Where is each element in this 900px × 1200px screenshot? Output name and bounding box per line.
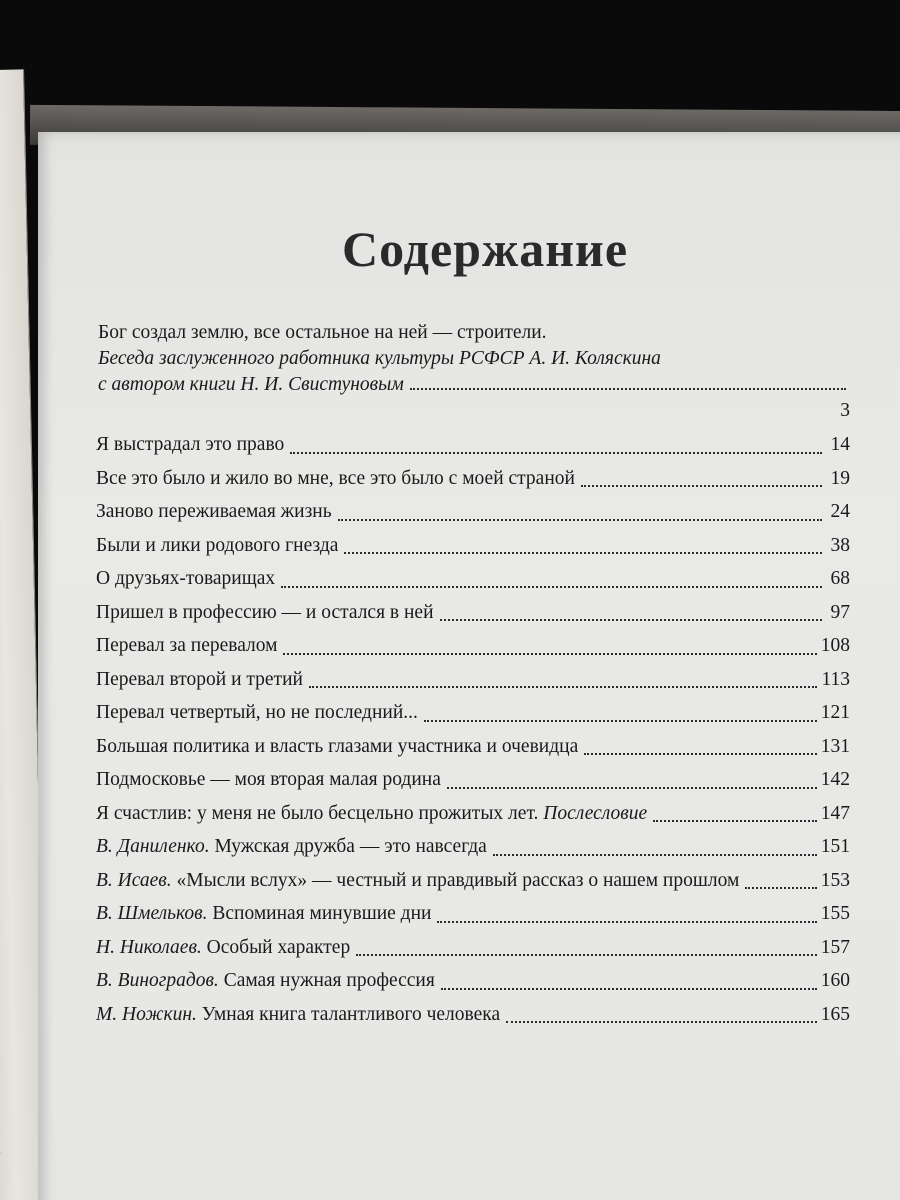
page-number: 108 xyxy=(820,635,850,656)
page-number: 14 xyxy=(830,434,850,455)
dot-leader xyxy=(309,686,818,688)
page-number: 38 xyxy=(830,534,850,556)
dot-leader xyxy=(356,954,817,956)
toc-entry xyxy=(90,696,850,730)
entry-title-text: Самая нужная профессия xyxy=(218,970,435,991)
entry-author: В. Виноградов. xyxy=(96,970,219,991)
page-number: 3 xyxy=(840,400,850,421)
entry-title-text: Подмосковье — моя вторая малая родина xyxy=(96,769,441,790)
entry-title xyxy=(96,696,418,730)
entry-title-text: Мужская дружба — это навсегда xyxy=(209,836,487,857)
toc-intro-entry xyxy=(90,320,850,424)
toc-entry xyxy=(90,495,850,529)
entry-title xyxy=(96,596,434,630)
toc-entry xyxy=(90,897,850,931)
dot-leader xyxy=(344,552,822,554)
page-number: 131 xyxy=(820,735,850,757)
page-number: 147 xyxy=(820,802,850,824)
entry-title-text: Все это было и жило во мне, все это было с моей страной xyxy=(96,467,575,489)
toc-entry xyxy=(90,529,850,563)
toc-entry xyxy=(90,797,850,831)
entry-title xyxy=(96,830,487,864)
toc-entry xyxy=(90,931,850,965)
toc-entry xyxy=(90,562,850,596)
entry-title xyxy=(96,763,441,797)
entry-title xyxy=(96,730,578,764)
entry-title-text: Большая политика и власть глазами участника и очевидца xyxy=(96,735,579,757)
dot-leader xyxy=(581,485,822,487)
intro-byline-row xyxy=(98,372,850,398)
toc-entry xyxy=(90,462,850,496)
entry-title xyxy=(96,931,350,965)
toc-entry xyxy=(90,964,850,998)
entry-title-text: Особый характер xyxy=(201,936,351,958)
entry-title xyxy=(96,462,575,496)
entry-title-text: Заново переживаемая жизнь xyxy=(96,501,332,522)
page-number: 151 xyxy=(820,836,850,857)
intro-subtitle: Беседа заслуженного работника культуры РСФСР А. И. Коляскина xyxy=(98,348,661,369)
intro-byline: с автором книги Н. И. Свистуновым xyxy=(98,374,404,395)
dot-leader xyxy=(281,586,822,588)
entry-author: М. Ножкин. xyxy=(96,1003,197,1025)
dot-leader xyxy=(584,753,817,755)
entry-title-text: Перевал второй и третий xyxy=(96,668,303,690)
dot-leader xyxy=(283,653,816,655)
entry-title-text: Вспоминая минувшие дни xyxy=(207,903,432,924)
intro-page-row xyxy=(98,398,850,424)
entry-author: Н. Николаев. xyxy=(96,936,202,958)
dot-leader xyxy=(338,519,822,521)
entry-title xyxy=(96,495,332,529)
dot-leader xyxy=(437,921,816,923)
entry-author: В. Шмельков. xyxy=(96,903,208,924)
toc-entry xyxy=(90,763,850,797)
toc-entry xyxy=(90,629,850,663)
toc-entry xyxy=(90,663,850,697)
dot-leader xyxy=(441,988,817,990)
entry-title-text: Пришел в профессию — и остался в ней xyxy=(96,601,434,623)
entry-title-text: Перевал за перевалом xyxy=(96,635,278,656)
entry-title xyxy=(96,428,284,462)
dot-leader xyxy=(290,452,822,454)
entry-author: В. Даниленко. xyxy=(96,836,210,857)
dot-leader xyxy=(410,388,846,390)
dot-leader xyxy=(447,787,817,789)
page-number: 160 xyxy=(820,970,850,991)
page-number: 24 xyxy=(830,501,850,522)
toc-entry xyxy=(90,428,850,462)
page-number: 68 xyxy=(830,568,850,589)
toc-entry xyxy=(90,596,850,630)
entry-title xyxy=(96,663,303,697)
entry-title-text: Были и лики родового гнезда xyxy=(96,534,339,556)
dot-leader xyxy=(440,619,822,621)
entry-title-text: Перевал четвертый, но не последний... xyxy=(96,702,418,723)
dot-leader xyxy=(745,887,816,889)
entry-title-suffix: Послесловие xyxy=(543,802,648,824)
page-number: 97 xyxy=(830,601,850,623)
dot-leader xyxy=(506,1021,817,1023)
entry-title-text: О друзьях-товарищах xyxy=(96,568,276,589)
entry-title-text: Умная книга талантливого человека xyxy=(196,1003,501,1025)
facing-page-text-bleed xyxy=(0,270,1,1170)
page-number: 142 xyxy=(820,769,850,790)
table-of-contents xyxy=(90,220,850,1031)
toc-entry xyxy=(90,998,850,1032)
dot-leader xyxy=(653,820,817,822)
entry-title xyxy=(96,629,277,663)
dot-leader xyxy=(493,854,817,856)
toc-entry xyxy=(90,830,850,864)
toc-entry xyxy=(90,864,850,898)
page-number: 121 xyxy=(820,702,850,723)
toc-entry-list xyxy=(90,428,850,1031)
page-title: Содержание xyxy=(341,221,629,277)
page-number: 153 xyxy=(820,869,850,891)
entry-title-text: Я выстрадал это право xyxy=(96,434,285,455)
entry-title xyxy=(96,864,739,898)
page-number: 165 xyxy=(820,1003,850,1025)
page-number: 113 xyxy=(821,668,850,690)
entry-title xyxy=(96,998,500,1032)
intro-title: Бог создал землю, все остальное на ней — строители. xyxy=(98,322,547,343)
page-number: 155 xyxy=(820,903,850,924)
entry-title-text: Я счастлив: у меня не было бесцельно прожитых лет. xyxy=(96,802,544,824)
entry-title xyxy=(96,529,338,563)
page-number: 19 xyxy=(830,467,850,489)
toc-entry xyxy=(90,730,850,764)
entry-title xyxy=(96,797,647,831)
entry-author: В. Исаев. xyxy=(96,869,172,891)
entry-title xyxy=(96,897,431,931)
entry-title xyxy=(96,562,275,596)
entry-title xyxy=(96,964,435,998)
entry-title-text: «Мысли вслух» — честный и правдивый рассказ о нашем прошлом xyxy=(171,869,740,891)
page-number: 157 xyxy=(820,936,850,958)
dot-leader xyxy=(424,720,817,722)
